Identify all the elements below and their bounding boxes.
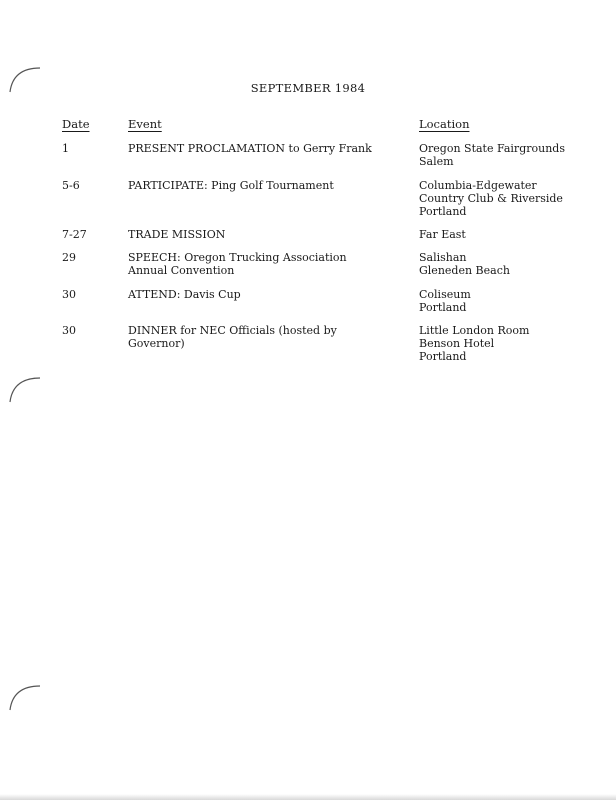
location-line: Little London Room bbox=[419, 324, 530, 337]
location-line: Far East bbox=[419, 228, 466, 241]
location-line: Salem bbox=[419, 155, 454, 168]
event-line: Governor) bbox=[128, 337, 185, 350]
row-event bbox=[128, 179, 408, 192]
location-line: Portland bbox=[419, 350, 467, 363]
event-line: SPEECH: Oregon Trucking Association bbox=[128, 251, 347, 264]
location-line: Salishan bbox=[419, 251, 467, 264]
row-location bbox=[419, 179, 609, 218]
row-event bbox=[128, 324, 408, 350]
event-line: ATTEND: Davis Cup bbox=[128, 288, 241, 301]
event-line: TRADE MISSION bbox=[128, 228, 226, 241]
row-location bbox=[419, 228, 609, 241]
row-event bbox=[128, 142, 408, 155]
page-title: SEPTEMBER 1984 bbox=[250, 81, 366, 95]
row-date: 7-27 bbox=[62, 228, 87, 241]
event-line: DINNER for NEC Officials (hosted by bbox=[128, 324, 337, 337]
location-line: Oregon State Fairgrounds bbox=[419, 142, 565, 155]
location-line: Country Club & Riverside bbox=[419, 192, 563, 205]
event-line: PRESENT PROCLAMATION to Gerry Frank bbox=[128, 142, 372, 155]
header-event: Event bbox=[128, 117, 162, 131]
header-location: Location bbox=[419, 117, 470, 131]
row-location bbox=[419, 251, 609, 277]
row-date: 5-6 bbox=[62, 179, 80, 192]
row-date: 29 bbox=[62, 251, 76, 264]
location-line: Portland bbox=[419, 301, 467, 314]
row-date: 30 bbox=[62, 288, 76, 301]
binder-hole-mark-bottom bbox=[8, 682, 42, 712]
event-line: Annual Convention bbox=[128, 264, 235, 277]
row-date: 1 bbox=[62, 142, 69, 155]
row-location bbox=[419, 142, 609, 168]
row-location bbox=[419, 324, 609, 363]
event-line: PARTICIPATE: Ping Golf Tournament bbox=[128, 179, 334, 192]
row-event bbox=[128, 288, 408, 301]
location-line: Portland bbox=[419, 205, 467, 218]
location-line: Benson Hotel bbox=[419, 337, 495, 350]
row-event bbox=[128, 251, 408, 277]
binder-hole-mark-middle bbox=[8, 374, 42, 404]
location-line: Gleneden Beach bbox=[419, 264, 510, 277]
location-line: Columbia-Edgewater bbox=[419, 179, 537, 192]
row-date: 30 bbox=[62, 324, 76, 337]
page-bottom-edge bbox=[0, 794, 616, 800]
location-line: Coliseum bbox=[419, 288, 471, 301]
row-event bbox=[128, 228, 408, 241]
row-location bbox=[419, 288, 609, 314]
header-date: Date bbox=[62, 117, 90, 131]
